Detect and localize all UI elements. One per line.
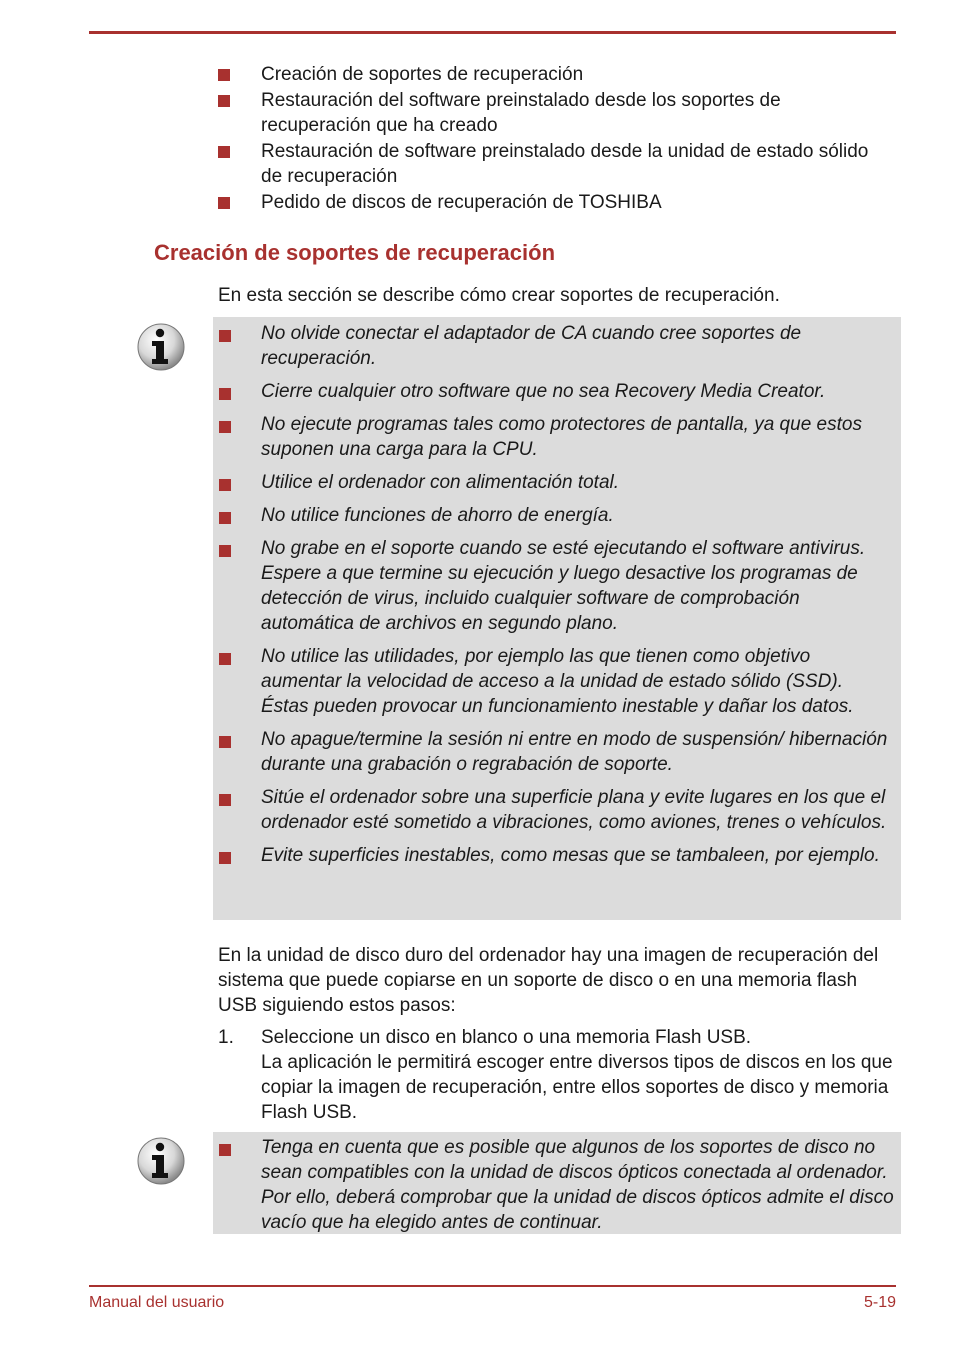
bullet-square-icon (219, 388, 231, 400)
bullet-square-icon (218, 69, 230, 81)
note-item-text: Evite superficies inestables, como mesas que se tambaleen, por ejemplo. (261, 845, 880, 866)
note-item-text: Utilice el ordenador con alimentación total. (261, 472, 620, 493)
note-item (217, 321, 895, 371)
note-item (217, 1135, 895, 1235)
list-item (217, 88, 877, 138)
bullet-square-icon (219, 794, 231, 806)
list-item-text: Restauración de software preinstalado desde la unidad de estado sólido de recuperación (261, 141, 869, 187)
footer-rule (89, 1285, 896, 1287)
header-rule (89, 31, 896, 34)
step-text: Seleccione un disco en blanco o una memoria Flash USB. (261, 1027, 752, 1048)
note-item (217, 470, 895, 495)
section-heading: Creación de soportes de recuperación (154, 240, 556, 265)
bullet-square-icon (218, 146, 230, 158)
bullet-square-icon (218, 95, 230, 107)
step-detail: La aplicación le permitirá escoger entre diversos tipos de discos en los que copiar la imagen de recuperación, entre ellos soportes de disco y memoria Flash USB. (261, 1052, 893, 1123)
note-item (217, 503, 895, 528)
section-intro: En esta sección se describe cómo crear soportes de recuperación. (218, 285, 780, 306)
info-icon (136, 1136, 186, 1186)
bullet-square-icon (219, 852, 231, 864)
bullet-square-icon (219, 736, 231, 748)
note-item-text: Tenga en cuenta que es posible que algunos de los soportes de disco no sean compatibles con la unidad de discos ópticos conectada al ordenador. Por ello, deberá comprobar que la unidad de discos ópticos admite el disco vacío que ha elegido antes de continuar. (261, 1137, 894, 1233)
note-item-text: Sitúe el ordenador sobre una superficie plana y evite lugares en los que el ordenador esté sometido a vibraciones, como aviones, trenes o vehículos. (261, 787, 887, 833)
note-item (217, 843, 895, 868)
list-item (217, 190, 877, 215)
body-paragraph: En la unidad de disco duro del ordenador hay una imagen de recuperación del sistema que puede copiarse en un soporte de disco o en una memoria flash USB siguiendo estos pasos: (218, 945, 879, 1016)
note-item-text: No utilice funciones de ahorro de energía. (261, 505, 614, 526)
bullet-square-icon (218, 197, 230, 209)
bullet-square-icon (219, 1144, 231, 1156)
note-item (217, 785, 895, 835)
bullet-square-icon (219, 330, 231, 342)
list-item (217, 62, 877, 87)
footer-title: Manual del usuario (89, 1294, 225, 1311)
info-icon (136, 322, 186, 372)
note-item (217, 412, 895, 462)
step-item (218, 1025, 898, 1125)
bullet-square-icon (219, 512, 231, 524)
note-item (217, 536, 895, 636)
bullet-square-icon (219, 421, 231, 433)
note-box (213, 317, 901, 920)
step-number: 1. (218, 1027, 234, 1048)
bullet-square-icon (219, 479, 231, 491)
list-item (217, 139, 877, 189)
note-item-text: No olvide conectar el adaptador de CA cuando cree soportes de recuperación. (261, 323, 802, 369)
page-number: 5-19 (863, 1294, 896, 1311)
list-item-text: Restauración del software preinstalado desde los soportes de recuperación que ha creado (261, 90, 781, 136)
note-item-text: Cierre cualquier otro software que no sea Recovery Media Creator. (261, 381, 826, 402)
list-item-text: Pedido de discos de recuperación de TOSHIBA (261, 192, 662, 213)
note-box (213, 1132, 901, 1234)
note-item (217, 379, 895, 404)
note-item (217, 644, 895, 719)
list-item-text: Creación de soportes de recuperación (261, 64, 584, 85)
bullet-square-icon (219, 653, 231, 665)
intro-list (217, 62, 877, 216)
note-item-text: No utilice las utilidades, por ejemplo las que tienen como objetivo aumentar la velocidad de acceso a la unidad de estado sólido (SSD). Éstas pueden provocar un funcionamiento inestable y dañar los datos. (261, 646, 854, 717)
note-item-text: No grabe en el soporte cuando se esté ejecutando el software antivirus. Espere a que termine su ejecución y luego desactive los programas de detección de virus, incluido cualquier software de comprobación automática de archivos en segundo plano. (261, 538, 866, 634)
bullet-square-icon (219, 545, 231, 557)
note-item-text: No apague/termine la sesión ni entre en modo de suspensión/ hibernación durante una grabación o regrabación de soporte. (261, 729, 888, 775)
note-item (217, 727, 895, 777)
steps-list (218, 1025, 898, 1125)
note-item-text: No ejecute programas tales como protectores de pantalla, ya que estos suponen una carga para la CPU. (261, 414, 862, 460)
